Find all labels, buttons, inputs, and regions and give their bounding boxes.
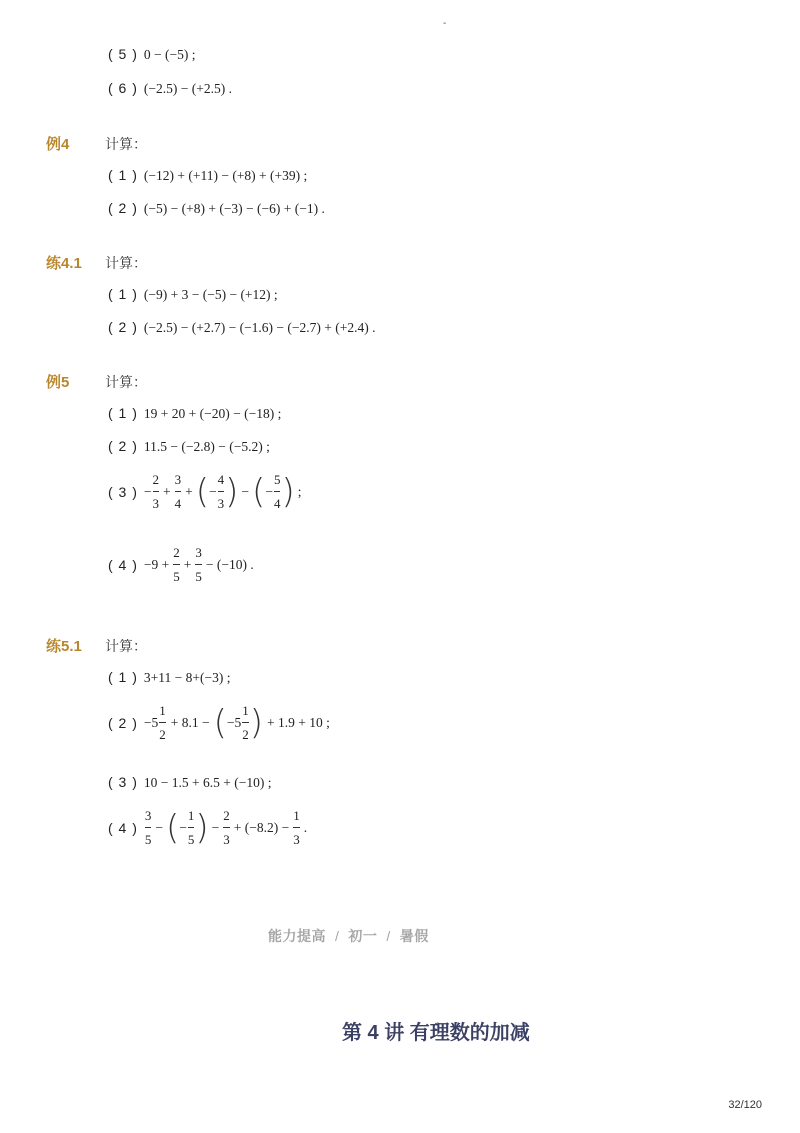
operator: − [241, 483, 250, 499]
numerator: 1 [293, 808, 300, 823]
item-number: ( 5 ) [108, 46, 138, 62]
footer-term: 暑假 [399, 928, 429, 944]
denominator: 5 [195, 569, 202, 584]
denominator: 5 [144, 832, 152, 847]
right-paren: ) [195, 807, 209, 848]
numerator: 5 [273, 472, 281, 487]
problem-item [108, 701, 330, 744]
expression: 10 − 1.5 + 6.5 + (−10) ; [143, 775, 272, 790]
instruction-text: 计算： [105, 255, 147, 271]
operator: − [155, 819, 164, 835]
item-number: ( 6 ) [108, 80, 138, 96]
fraction [223, 806, 230, 849]
denominator: 2 [159, 727, 166, 742]
punctuation: . [303, 819, 308, 835]
problem-item [108, 319, 376, 336]
item-number: ( 2 ) [108, 714, 138, 731]
item-number: ( 1 ) [108, 669, 138, 685]
footer-course: 能力提高 [268, 928, 326, 944]
item-number: ( 1 ) [108, 286, 138, 302]
problem-item [108, 405, 281, 422]
left-paren: ( [213, 702, 227, 743]
item-number: ( 1 ) [108, 167, 138, 183]
item-number: ( 2 ) [108, 438, 138, 454]
practice-label: 练5.1 [46, 638, 82, 655]
fraction [188, 806, 195, 849]
numerator: 2 [223, 808, 230, 823]
fraction-bar [188, 827, 195, 828]
left-paren: ( [166, 807, 180, 848]
fraction-bar [218, 491, 225, 492]
fraction-bar [274, 491, 281, 492]
numerator: 1 [187, 808, 195, 823]
page-number: 32/120 [728, 1099, 762, 1111]
expression: 3+11 − 8+(−3) ; [143, 670, 231, 685]
item-number: ( 4 ) [108, 556, 138, 573]
fraction [145, 806, 152, 849]
fraction-bar [153, 491, 160, 492]
expression: (−2.5) − (+2.5) . [143, 81, 232, 96]
expression: 19 + 20 + (−20) − (−18) ; [143, 406, 282, 421]
footer-separator: / [386, 928, 391, 944]
top-mark: - [443, 18, 447, 29]
denominator: 2 [242, 727, 249, 742]
footer-breadcrumb [268, 926, 429, 946]
denominator: 3 [223, 832, 230, 847]
operator: − [265, 483, 273, 499]
expression: −9 + [143, 556, 170, 572]
numerator: 3 [195, 545, 202, 560]
expression: −5 [226, 714, 242, 730]
right-paren: ) [281, 471, 295, 512]
right-paren: ) [249, 702, 264, 743]
numerator: 4 [217, 472, 225, 487]
item-number: ( 2 ) [108, 200, 138, 216]
item-number: ( 1 ) [108, 405, 138, 421]
left-paren: ( [195, 471, 210, 512]
problem-item [108, 470, 301, 513]
left-paren: ( [252, 471, 266, 512]
instruction-text: 计算： [105, 374, 147, 390]
expression: 0 − (−5) ; [143, 47, 196, 62]
problem-item [108, 669, 230, 686]
practice-label: 练4.1 [46, 255, 82, 272]
fraction-bar [223, 827, 230, 828]
fraction-bar [159, 722, 166, 723]
fraction [293, 806, 300, 849]
item-number: ( 2 ) [108, 319, 138, 335]
fraction [218, 470, 225, 513]
problem-item [108, 806, 307, 849]
problem-item [108, 438, 270, 455]
expression: − (−10) . [205, 556, 254, 572]
footer-separator: / [335, 928, 340, 944]
fraction-bar [242, 722, 249, 723]
item-number: ( 3 ) [108, 483, 138, 500]
numerator: 1 [159, 703, 166, 718]
operator: − [209, 483, 217, 499]
problem-item [108, 46, 196, 63]
denominator: 3 [152, 496, 160, 511]
expression: + 8.1 − [170, 714, 210, 730]
numerator: 1 [242, 703, 249, 718]
denominator: 5 [187, 832, 195, 847]
numerator: 2 [152, 472, 160, 487]
numerator: 2 [173, 545, 180, 560]
expression: −5 [143, 714, 159, 730]
fraction [173, 543, 180, 586]
item-number: ( 4 ) [108, 819, 138, 836]
lecture-title: 第 4 讲 有理数的加减 [342, 1022, 530, 1044]
denominator: 4 [273, 496, 281, 511]
item-number: ( 3 ) [108, 774, 138, 790]
problem-item [108, 774, 271, 791]
problem-item [108, 543, 254, 586]
problem-item [108, 200, 325, 217]
fraction [175, 470, 182, 513]
example-label: 例5 [46, 374, 70, 391]
expression: (−2.5) − (+2.7) − (−1.6) − (−2.7) + (+2.4) . [143, 320, 376, 335]
fraction [242, 701, 249, 744]
denominator: 4 [174, 496, 182, 511]
instruction-text: 计算： [105, 136, 147, 152]
operator: − [179, 819, 187, 835]
fraction-bar [173, 564, 180, 565]
fraction [153, 470, 160, 513]
fraction-bar [195, 564, 202, 565]
operator: + [185, 483, 193, 499]
numerator: 3 [144, 808, 152, 823]
operator: + [183, 556, 192, 572]
fraction-bar [145, 827, 152, 828]
numerator: 3 [174, 472, 182, 487]
fraction-bar [293, 827, 300, 828]
problem-item [108, 80, 232, 97]
expression: + 1.9 + 10 ; [267, 714, 330, 730]
expression: 11.5 − (−2.8) − (−5.2) ; [143, 439, 270, 454]
example-label: 例4 [46, 136, 70, 153]
operator: − [211, 819, 220, 835]
expression: (−9) + 3 − (−5) − (+12) ; [143, 287, 278, 302]
denominator: 5 [173, 569, 180, 584]
expression: (−5) − (+8) + (−3) − (−6) + (−1) . [143, 201, 325, 216]
instruction-text: 计算： [105, 638, 147, 654]
footer-grade: 初一 [348, 928, 378, 944]
problem-item [108, 167, 307, 184]
operator: − [143, 483, 152, 499]
fraction [195, 543, 202, 586]
denominator: 3 [217, 496, 225, 511]
problem-item [108, 286, 278, 303]
denominator: 3 [293, 832, 300, 847]
right-paren: ) [225, 471, 239, 512]
fraction [274, 470, 281, 513]
expression: (−12) + (+11) − (+8) + (+39) ; [143, 168, 308, 183]
fraction-bar [175, 491, 182, 492]
fraction [159, 701, 166, 744]
expression: + (−8.2) − [233, 819, 290, 835]
operator: + [163, 483, 171, 499]
punctuation: ; [297, 483, 302, 499]
